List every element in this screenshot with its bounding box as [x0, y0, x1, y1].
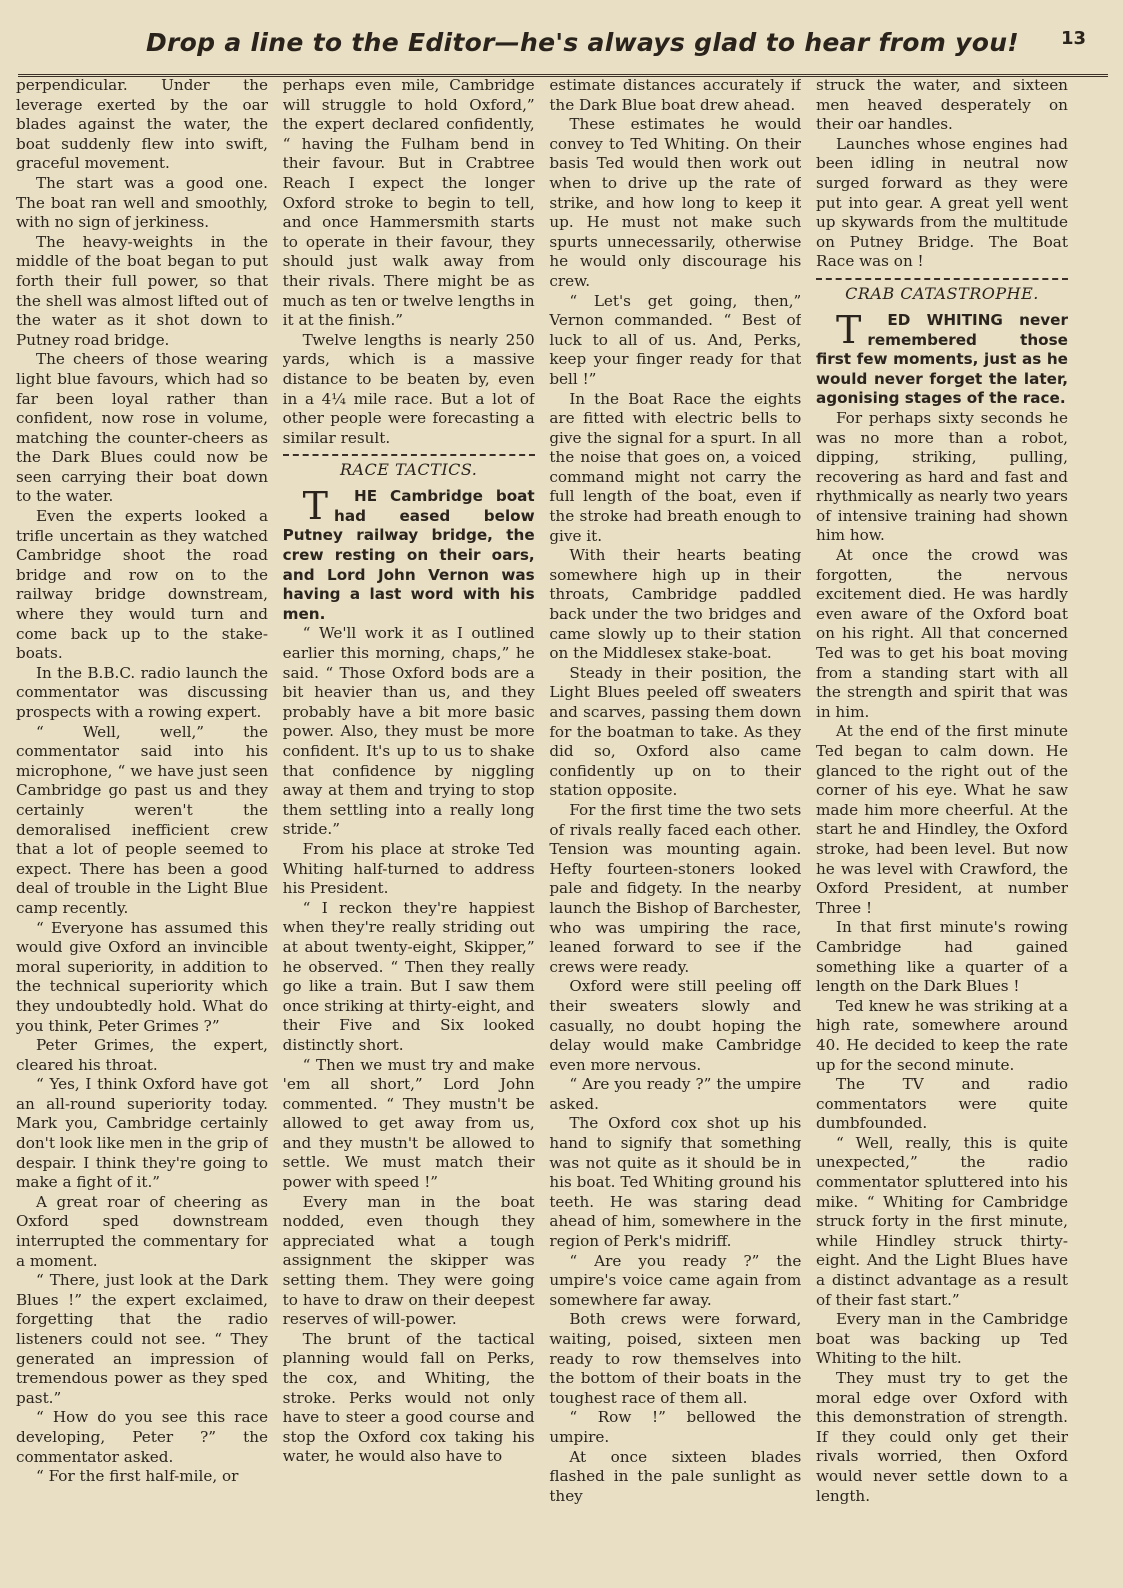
body-paragraph: “ We'll work it as I outlined earlier this morning, chaps,” he said. “ Those Oxford bods are a bit heavier than us, and they probably have a bit more basic power. Also, they must be more confident. It's up to us to shake that confidence by niggling away at them and trying to stop them settling into a really long stride.”	[282, 624, 535, 839]
body-paragraph: Ted knew he was striking at a high rate, somewhere around 40. He decided to keep the rate up for the second minute.	[815, 996, 1068, 1074]
body-paragraph: A great roar of cheering as Oxford sped downstream interrupted the commentary for a moment.	[16, 1192, 268, 1270]
article-column-1	[16, 76, 268, 1546]
body-paragraph: The brunt of the tactical planning would fall on Perks, the cox, and Whiting, the stroke. Perks would not only have to steer a good course and stop the Oxford cox taking his water, he would also have to	[282, 1329, 535, 1466]
body-paragraph: perpendicular. Under the leverage exerted by the oar blades against the water, the boat suddenly flew into swift, graceful movement.	[16, 76, 268, 173]
body-paragraph: “ Then we must try and make 'em all short,” Lord John commented. “ They mustn't be allowed to get away from us, and they mustn't be allowed to settle. We must match their power with speed !”	[282, 1055, 535, 1192]
section-subheading: RACE TACTICS.	[283, 454, 535, 481]
body-paragraph: Both crews were forward, waiting, poised, sixteen men ready to row themselves into the bottom of their boats in the toughest race of them all.	[549, 1310, 802, 1407]
body-paragraph: Every man in the boat nodded, even though they appreciated what a tough assignment the skipper was setting them. They were going to have to draw on their deepest reserves of will-power.	[282, 1192, 535, 1329]
body-paragraph: “ Everyone has assumed this would give Oxford an invincible moral superiority, in addition to the technical superiority which they undoubtedly hold. What do you think, Peter Grimes ?”	[16, 918, 268, 1035]
drop-cap: T	[302, 484, 329, 529]
article-column-2	[283, 76, 535, 1546]
body-paragraph: “ For the first half-mile, or	[36, 1467, 239, 1486]
page-header	[18, 22, 1108, 77]
body-paragraph: “ Are you ready ?” the umpire asked.	[549, 1075, 802, 1113]
body-paragraph: The heavy-weights in the middle of the boat began to put forth their full power, so that the shell was almost lifted out of the water as it shot down to Putney road bridge.	[16, 232, 268, 349]
body-paragraph: At the end of the first minute Ted began to calm down. He glanced to the right out of the corner of his eye. What he saw made him more cheerful. At the start he and Hindley, the Oxford stroke, had been level. But now he was level with Crawford, the Oxford President, at number Three !	[815, 722, 1068, 917]
body-paragraph: At once the crowd was forgotten, the nervous excitement died. He was hardly even aware of the Oxford boat on his right. All that concerned Ted was to get his boat moving from a standing start with all the strength and spirit that was in him.	[815, 546, 1068, 721]
body-paragraph: For perhaps sixty seconds he was no more than a robot, dipping, striking, pulling, recovering as hard and fast and rhythmically as nearly two years of intensive training had shown him how.	[815, 408, 1068, 545]
body-paragraph: From his place at stroke Ted Whiting half-turned to address his President.	[282, 839, 535, 898]
lead-text: HE Cambridge boat had eased below Putney railway bridge, the crew resting on their oars, and Lord John Vernon was having a last word with his men.	[282, 487, 535, 623]
body-paragraph: struck the water, and sixteen men heaved desperately on their oar handles.	[815, 76, 1068, 134]
body-paragraph: “ Let's get going, then,” Vernon commanded. “ Best of luck to all of us. And, Perks, keep your finger ready for that bell !”	[549, 291, 802, 388]
body-paragraph: In the Boat Race the eights are fitted with electric bells to give the signal for a spurt. In all the noise that goes on, a voiced command might not carry the full length of the boat, even if the stroke had breath enough to give it.	[549, 389, 802, 545]
body-paragraph: With their hearts beating somewhere high up in their throats, Cambridge paddled back under the two bridges and came slowly up to their station on the Middlesex stake-boat.	[549, 546, 802, 663]
body-paragraph: “ Yes, I think Oxford have got an all-round superiority today. Mark you, Cambridge certainly don't look like men in the grip of despair. I think they're going to make a fight of it.”	[16, 1075, 268, 1192]
body-paragraph: Launches whose engines had been idling in neutral now surged forward as they were put into gear. A great yell went up skywards from the multitude on Putney Bridge. The Boat Race was on !	[815, 134, 1068, 271]
body-paragraph: “ Well, well,” the commentator said into his microphone, “ we have just seen Cambridge go past us and they certainly weren't the demoralised inefficient crew that a lot of people seemed to expect. There has been a good deal of trouble in the Light Blue camp recently.	[16, 722, 268, 917]
header-title: Drop a line to the Editor—he's always glad to hear from you!	[146, 28, 1019, 57]
body-paragraph: “ Row !” bellowed the umpire.	[549, 1408, 802, 1446]
article-column-4	[816, 76, 1068, 1546]
body-paragraph: Oxford were still peeling off their sweaters slowly and casually, no doubt hoping the delay would make Cambridge even more nervous.	[549, 977, 802, 1074]
section-subheading: CRAB CATASTROPHE.	[816, 278, 1068, 305]
body-paragraph: At once sixteen blades flashed in the pale sunlight as they	[549, 1447, 802, 1505]
body-paragraph: The Oxford cox shot up his hand to signify that something was not quite as it should be in his boat. Ted Whiting ground his teeth. He was staring dead ahead of him, somewhere in the region of Perk's midriff.	[549, 1114, 802, 1251]
body-paragraph: “ Are you ready ?” the umpire's voice came again from somewhere far away.	[549, 1251, 802, 1309]
body-paragraph: Peter Grimes, the expert, cleared his throat.	[16, 1036, 268, 1074]
body-paragraph: Even the experts looked a trifle uncertain as they watched Cambridge shoot the road bridge and row on to the railway bridge downstream, where they would turn and come back up to the stake-boats.	[16, 507, 268, 663]
article-columns	[16, 76, 1068, 1546]
body-paragraph: In the B.B.C. radio launch the commentator was discussing prospects with a rowing expert.	[16, 663, 268, 721]
body-paragraph: They must try to get the moral edge over Oxford with this demonstration of strength. If they could only get their rivals worried, then Oxford would never settle down to a length.	[815, 1369, 1068, 1505]
body-paragraph: The start was a good one. The boat ran well and smoothly, with no sign of jerkiness.	[16, 173, 268, 232]
article-column-3	[549, 76, 801, 1546]
body-paragraph: Twelve lengths is nearly 250 yards, which is a massive distance to be beaten by, even in a 4¼ mile race. But a lot of other people were forecasting a similar result.	[282, 330, 535, 447]
body-paragraph: In that first minute's rowing Cambridge had gained something like a quarter of a length on the Dark Blues !	[815, 918, 1068, 996]
section-lead-paragraph	[282, 484, 535, 624]
body-paragraph: “ There, just look at the Dark Blues !” the expert exclaimed, forgetting that the radio listeners could not see. “ They generated an impression of tremendous power as they sped past.”	[16, 1271, 268, 1407]
section-lead-paragraph	[815, 307, 1068, 409]
body-paragraph: These estimates he would convey to Ted Whiting. On their basis Ted would then work out when to drive up the rate of strike, and how long to keep it up. He must not make such spurts unnecessarily, otherwise he would only discourage his crew.	[549, 115, 802, 290]
body-paragraph: estimate distances accurately if the Dark Blue boat drew ahead.	[549, 76, 802, 114]
body-paragraph: For the first time the two sets of rivals really faced each other. Tension was mounting again. Hefty fourteen-stoners looked pale and fidgety. In the nearby launch the Bishop of Barchester, who was umpiring the race, leaned forward to see if the crews were ready.	[549, 800, 802, 976]
body-paragraph: “ Well, really, this is quite unexpected,” the radio commentator spluttered into his mike. “ Whiting for Cambridge struck forty in the first minute, while Hindley struck thirty-eight. And the Light Blues have a distinct advantage as a result of their fast start.”	[815, 1133, 1068, 1309]
body-paragraph: The cheers of those wearing light blue favours, which had so far been loyal rather than confident, now rose in volume, matching the counter-cheers as the Dark Blues could now be seen carrying their boat down to the water.	[16, 350, 268, 506]
body-paragraph: Every man in the Cambridge boat was backing up Ted Whiting to the hilt.	[815, 1310, 1068, 1368]
body-paragraph: The TV and radio commentators were quite dumbfounded.	[815, 1075, 1068, 1133]
body-paragraph: Steady in their position, the Light Blues peeled off sweaters and scarves, passing them down for the boatman to take. As they did so, Oxford also came confidently up on to their station opposite.	[549, 663, 802, 800]
lead-text: ED WHITING never remembered those first few moments, just as he would never forget the later, agonising stages of the race.	[815, 310, 1068, 408]
page-number: 13	[1060, 28, 1086, 49]
drop-cap: T	[835, 307, 862, 352]
body-paragraph: “ I reckon they're happiest when they're really striding out at about twenty-eight, Skipper,” he observed. “ Then they really go like a train. But I saw them once striking at thirty-eight, and their Five and Six looked distinctly short.	[282, 898, 535, 1054]
body-paragraph: perhaps even mile, Cambridge will struggle to hold Oxford,” the expert declared confidently, “ having the Fulham bend in their favour. But in Crabtree Reach I expect the longer Oxford stroke to begin to tell, and once Hammersmith starts to operate in their favour, they should just walk away from their rivals. There might be as much as ten or twelve lengths in it at the finish.”	[282, 76, 535, 330]
body-paragraph: “ How do you see this race developing, Peter ?” the commentator asked.	[16, 1408, 268, 1466]
